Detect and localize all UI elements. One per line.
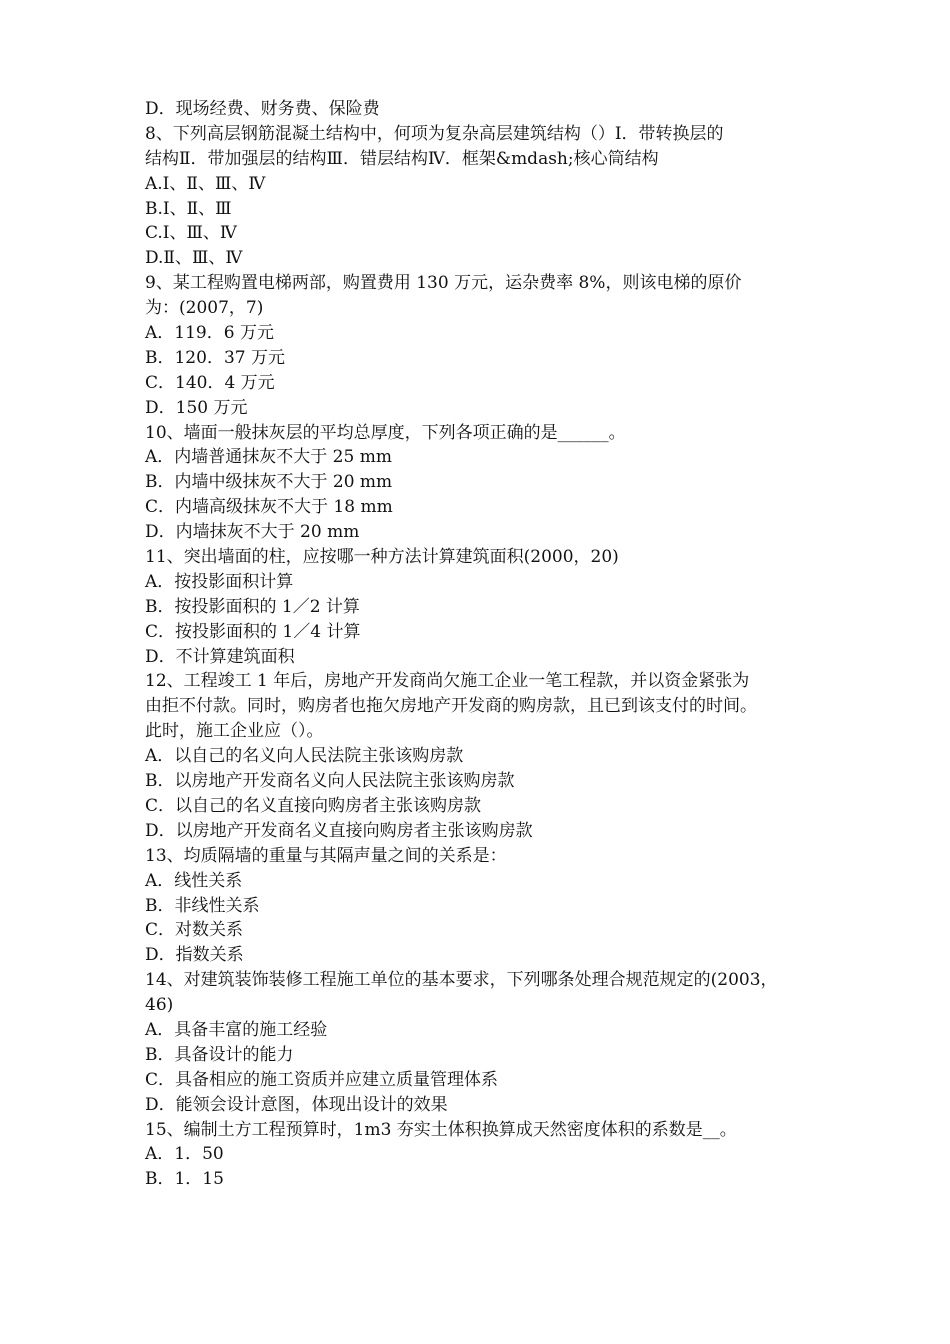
text-line: 结构Ⅱ．带加强层的结构Ⅲ．错层结构Ⅳ．框架&mdash;核心筒结构 xyxy=(145,148,659,169)
text-line: D.Ⅱ、Ⅲ、Ⅳ xyxy=(145,248,243,269)
text-line: D．内墙抹灰不大于 20 mm xyxy=(145,522,360,543)
text-line: D．150 万元 xyxy=(145,397,248,418)
text-line: B．以房地产开发商名义向人民法院主张该购房款 xyxy=(145,771,515,792)
text-line: A．119．6 万元 xyxy=(145,323,274,344)
text-line: C.Ⅰ、Ⅲ、Ⅳ xyxy=(145,223,237,244)
text-line: 13、均质隔墙的重量与其隔声量之间的关系是： xyxy=(145,845,507,866)
text-line: 为：(2007，7) xyxy=(145,298,264,319)
text-line: C．按投影面积的 1／4 计算 xyxy=(145,621,361,642)
text-line: B．120．37 万元 xyxy=(145,347,285,368)
text-line: 此时，施工企业应（）。 xyxy=(145,721,324,742)
text-line: A．按投影面积计算 xyxy=(145,571,294,592)
text-line: A．线性关系 xyxy=(145,870,243,891)
text-line: C．具备相应的施工资质并应建立质量管理体系 xyxy=(145,1069,499,1090)
text-line: 由拒不付款。同时，购房者也拖欠房地产开发商的购房款，且已到该支付的时间。 xyxy=(145,696,757,717)
text-line: 14、对建筑装饰装修工程施工单位的基本要求，下列哪条处理合规范规定的(2003， xyxy=(145,970,778,991)
text-line: B．1．15 xyxy=(145,1169,224,1190)
text-line: D．能领会设计意图，体现出设计的效果 xyxy=(145,1094,448,1115)
text-line: 12、工程竣工 1 年后，房地产开发商尚欠施工企业一笔工程款，并以资金紧张为 xyxy=(145,671,750,692)
text-line: C．140．4 万元 xyxy=(145,372,275,393)
text-line: D．以房地产开发商名义直接向购房者主张该购房款 xyxy=(145,820,533,841)
text-line: D．指数关系 xyxy=(145,945,244,966)
text-line: 11、突出墙面的柱，应按哪一种方法计算建筑面积(2000，20) xyxy=(145,547,619,568)
text-line: C．内墙高级抹灰不大于 18 mm xyxy=(145,497,393,518)
text-line: B．按投影面积的 1／2 计算 xyxy=(145,596,360,617)
text-line: B．具备设计的能力 xyxy=(145,1044,294,1065)
text-line: 46) xyxy=(145,995,174,1016)
text-line: 15、编制土方工程预算时，1m3 夯实土体积换算成天然密度体积的系数是__。 xyxy=(145,1119,737,1140)
document-body xyxy=(145,97,825,1192)
text-line: C．以自己的名义直接向购房者主张该购房款 xyxy=(145,795,482,816)
text-line: 9、某工程购置电梯两部，购置费用 130 万元，运杂费率 8%，则该电梯的原价 xyxy=(145,273,742,294)
text-line: A．以自己的名义向人民法院主张该购房款 xyxy=(145,746,464,767)
text-line: D．不计算建筑面积 xyxy=(145,646,295,667)
text-line: B.Ⅰ、Ⅱ、Ⅲ xyxy=(145,198,232,219)
text-line: B．非线性关系 xyxy=(145,895,260,916)
text-line: C．对数关系 xyxy=(145,920,244,941)
text-line: B．内墙中级抹灰不大于 20 mm xyxy=(145,472,393,493)
text-line: A．具备丰富的施工经验 xyxy=(145,1019,328,1040)
text-line: A．内墙普通抹灰不大于 25 mm xyxy=(145,447,392,468)
text-line: D．现场经费、财务费、保险费 xyxy=(145,99,380,119)
text-line: A．1．50 xyxy=(145,1144,224,1165)
text-line: 8、下列高层钢筋混凝土结构中，何项为复杂高层建筑结构（）Ⅰ．带转换层的 xyxy=(145,123,724,144)
text-line: 10、墙面一般抹灰层的平均总厚度，下列各项正确的是______。 xyxy=(145,422,626,443)
text-line: A.Ⅰ、Ⅱ、Ⅲ、Ⅳ xyxy=(145,173,266,194)
